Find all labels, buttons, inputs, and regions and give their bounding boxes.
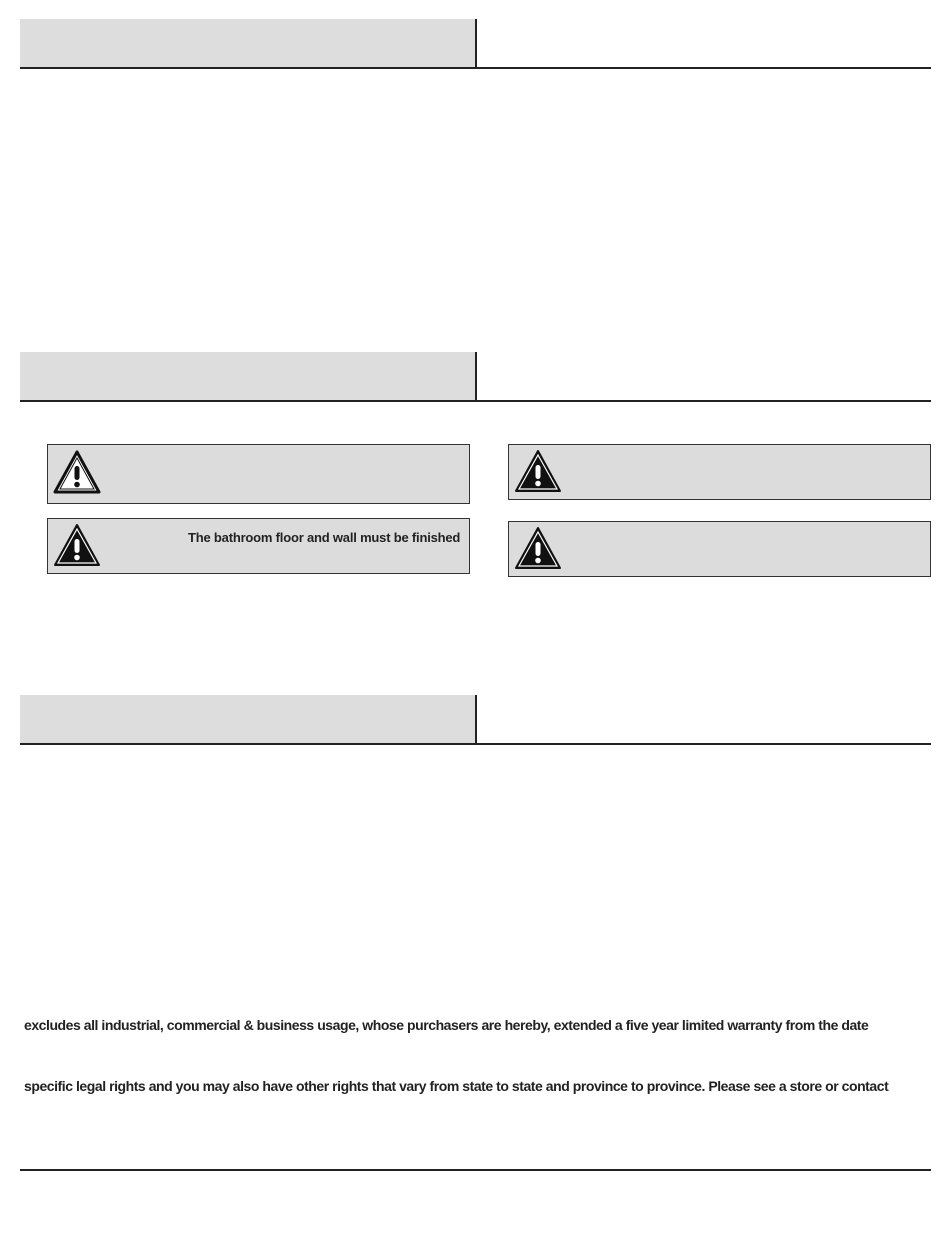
- warning-triangle-icon: [52, 522, 102, 568]
- section-header-1-tab: [20, 19, 477, 67]
- warning-text: The bathroom floor and wall must be finished: [188, 530, 461, 545]
- warning-box-left-2: [47, 518, 470, 574]
- section-header-2-tab: [20, 352, 477, 400]
- warning-box-right-1: [508, 444, 931, 500]
- warning-triangle-icon: [52, 449, 102, 495]
- section-header-3-tab: [20, 695, 477, 743]
- section-header-1: [20, 19, 931, 69]
- warranty-text-line-1: excludes all industrial, commercial & business usage, whose purchasers are hereby, extended a five year limited warranty from the date: [24, 1017, 869, 1033]
- bottom-divider: [20, 1169, 931, 1171]
- warranty-text-line-2: specific legal rights and you may also have other rights that vary from state to state and province to province. Please see a store or contact: [24, 1078, 889, 1094]
- section-header-2: [20, 352, 931, 402]
- warning-triangle-icon: [513, 448, 563, 494]
- warning-box-right-2: [508, 521, 931, 577]
- section-header-3: [20, 695, 931, 745]
- warning-box-left-1: [47, 444, 470, 504]
- warning-triangle-icon: [513, 525, 563, 571]
